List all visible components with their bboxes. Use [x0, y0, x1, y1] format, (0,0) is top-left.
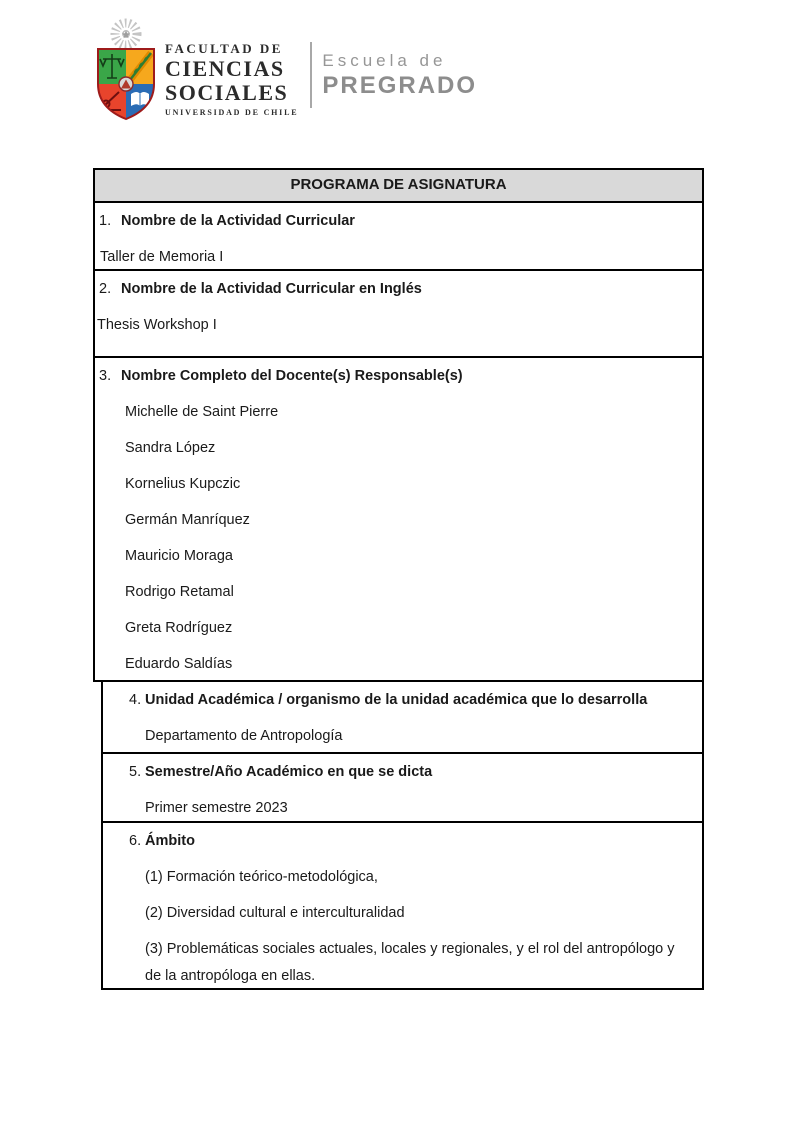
- row-value: Eduardo Saldías: [125, 656, 233, 672]
- row-value: Germán Manríquez: [125, 512, 250, 528]
- table-title: PROGRAMA DE ASIGNATURA: [93, 168, 704, 203]
- program-table: [93, 168, 704, 990]
- school-line2: PREGRADO: [322, 72, 478, 99]
- logo-divider: [310, 42, 312, 108]
- row-value: (2) Diversidad cultural e interculturalidad: [145, 905, 405, 921]
- row-value: Kornelius Kupczic: [125, 476, 241, 492]
- faculty-line1: FACULTAD DE: [165, 41, 283, 56]
- row-value: Primer semestre 2023: [145, 800, 288, 816]
- faculty-name: [165, 42, 298, 117]
- row-value: Taller de Memoria I: [100, 249, 224, 265]
- university-shield-icon: [95, 18, 157, 127]
- row-number: 5.: [129, 764, 142, 780]
- row-value: Rodrigo Retamal: [125, 584, 234, 600]
- row-label-line: [103, 759, 702, 786]
- row-label: Nombre de la Actividad Curricular: [121, 213, 355, 229]
- row-value: Sandra López: [125, 440, 216, 456]
- row-label: Nombre de la Actividad Curricular en Inglés: [121, 281, 422, 297]
- row-number: 4.: [129, 692, 142, 708]
- row-label-line: [95, 363, 702, 390]
- row-label: Nombre Completo del Docente(s) Responsable(s): [121, 368, 463, 384]
- row-number: 3.: [99, 368, 112, 384]
- row-label: Unidad Académica / organismo de la unidad académica que lo desarrolla: [145, 692, 648, 708]
- row-number: 1.: [99, 213, 112, 229]
- row-value: Thesis Workshop I: [97, 317, 217, 333]
- row-label-line: [103, 687, 702, 714]
- row-value: (3) Problemáticas sociales actuales, locales y regionales, y el rol del antropólogo y de la antropóloga en ellas.: [145, 941, 675, 984]
- faculty-line3: SOCIALES: [165, 80, 289, 105]
- row-label: Semestre/Año Académico en que se dicta: [145, 764, 433, 780]
- row-value: Departamento de Antropología: [145, 728, 343, 744]
- table-row: [93, 269, 704, 358]
- row-label-line: [103, 828, 702, 855]
- school-name: [322, 52, 477, 98]
- table-row: [101, 821, 704, 990]
- university-name: UNIVERSIDAD DE CHILE: [165, 108, 299, 117]
- starburst-icon: [115, 23, 137, 45]
- institution-logo: [95, 14, 477, 127]
- table-row: [93, 201, 704, 271]
- row-value: Michelle de Saint Pierre: [125, 404, 279, 420]
- table-row: [101, 752, 704, 823]
- faculty-line2: CIENCIAS: [165, 56, 285, 81]
- table-row: [93, 356, 704, 682]
- row-label: Ámbito: [145, 833, 195, 849]
- row-value: Greta Rodríguez: [125, 620, 233, 636]
- row-value: Mauricio Moraga: [125, 548, 233, 564]
- row-label-line: [95, 276, 702, 303]
- row-number: 2.: [99, 281, 112, 297]
- row-value: (1) Formación teórico-metodológica,: [145, 869, 378, 885]
- table-row: [101, 680, 704, 754]
- row-label-line: [95, 208, 702, 235]
- row-number: 6.: [129, 833, 142, 849]
- table-rows: [93, 201, 704, 990]
- school-line1: Escuela de: [322, 51, 447, 70]
